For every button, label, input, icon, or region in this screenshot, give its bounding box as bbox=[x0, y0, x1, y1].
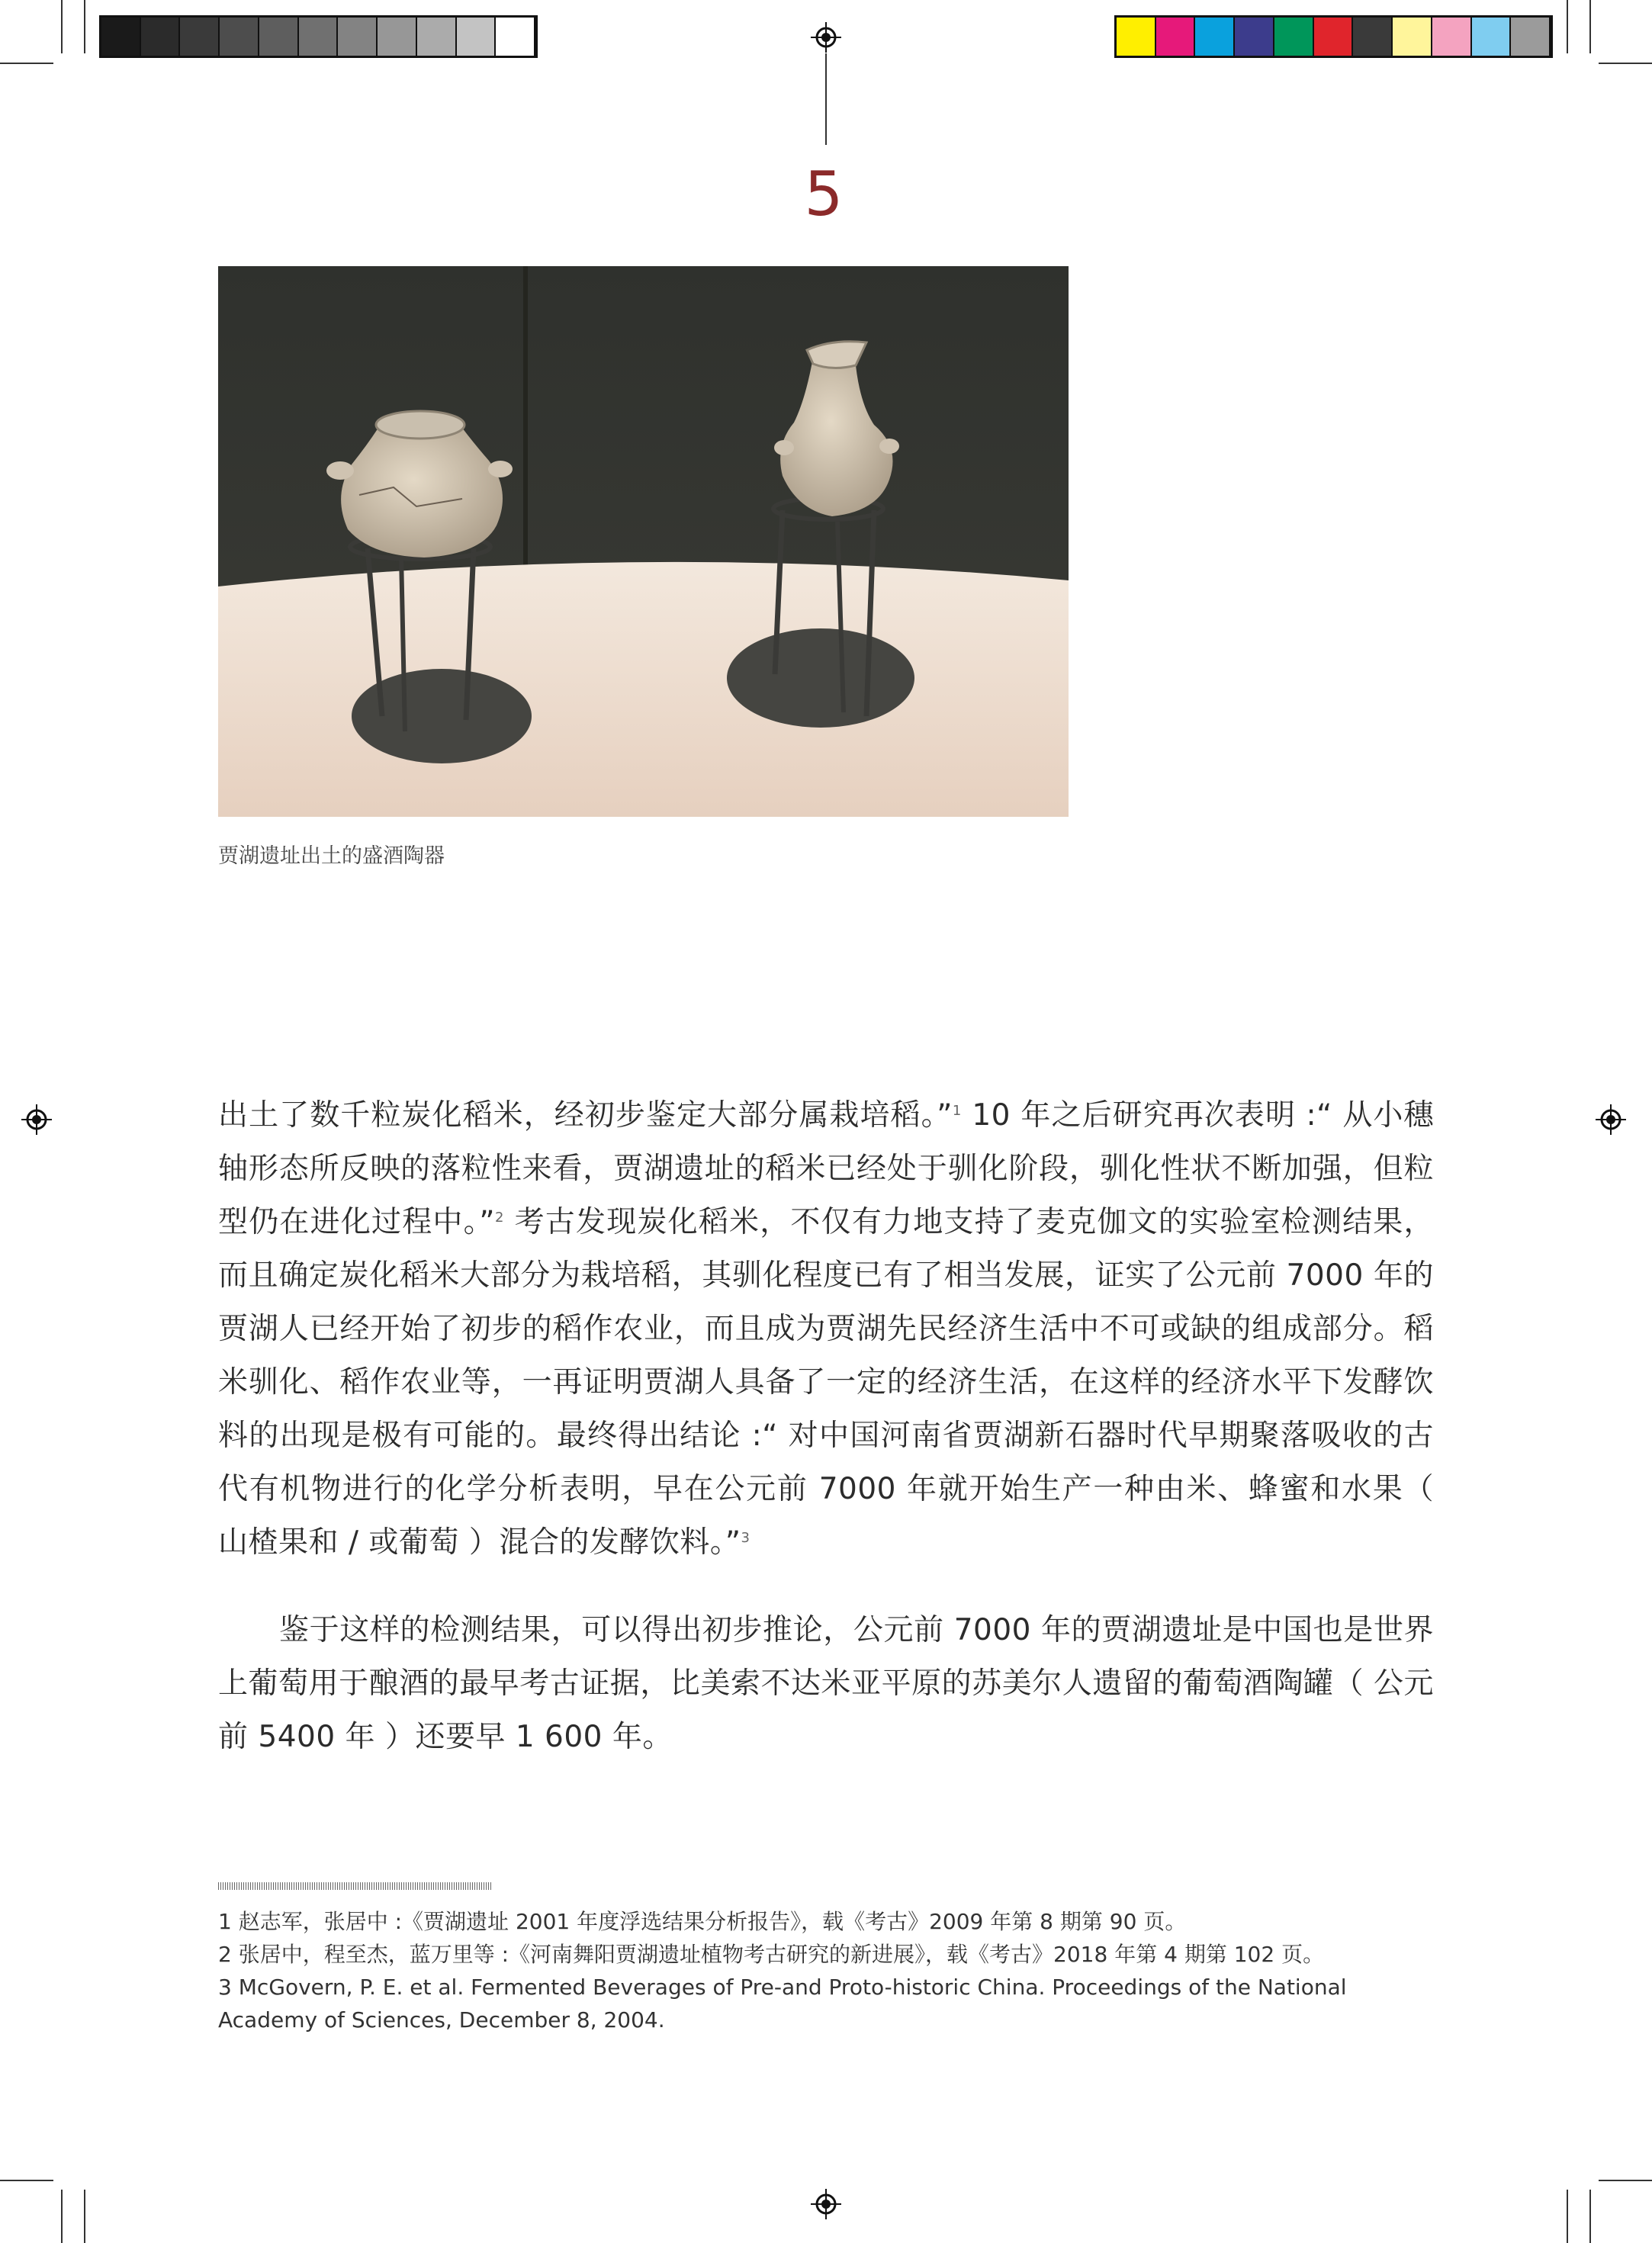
footnote-ref: 1 bbox=[952, 1103, 962, 1119]
crop-mark bbox=[0, 2180, 53, 2181]
color-swatch bbox=[101, 18, 141, 56]
color-swatch bbox=[220, 18, 259, 56]
process-color-bar bbox=[1114, 15, 1553, 58]
color-swatch bbox=[141, 18, 181, 56]
paragraph-text: 10 年之后研究再次表明 :“ 从小穗轴形态所反映的落粒性来看，贾湖遗址的稻米已经处于驯化阶段，驯化性状不断加强，但粒型仍在进化过程中。” bbox=[218, 1098, 1434, 1239]
color-swatch bbox=[1353, 18, 1393, 56]
color-swatch bbox=[457, 18, 497, 56]
registration-mark-icon bbox=[811, 22, 841, 53]
color-swatch bbox=[1472, 18, 1512, 56]
color-swatch bbox=[1195, 18, 1235, 56]
pottery-photo bbox=[218, 266, 1069, 817]
center-line bbox=[825, 53, 827, 145]
footnote-ref: 2 bbox=[495, 1210, 504, 1226]
crop-mark bbox=[1599, 63, 1652, 64]
color-swatch bbox=[1156, 18, 1196, 56]
color-swatch bbox=[299, 18, 339, 56]
crop-mark bbox=[1567, 2190, 1568, 2243]
crop-mark bbox=[61, 0, 63, 53]
color-swatch bbox=[1314, 18, 1354, 56]
crop-mark bbox=[1589, 0, 1591, 53]
color-swatch bbox=[378, 18, 417, 56]
color-swatch bbox=[1235, 18, 1274, 56]
color-swatch bbox=[1393, 18, 1432, 56]
color-swatch bbox=[417, 18, 457, 56]
crop-mark bbox=[0, 63, 53, 64]
color-swatch bbox=[496, 18, 535, 56]
color-swatch bbox=[259, 18, 299, 56]
crop-mark bbox=[1567, 0, 1568, 53]
registration-mark-icon bbox=[811, 2189, 841, 2219]
page-number: 5 bbox=[804, 159, 844, 230]
crop-mark bbox=[61, 2190, 63, 2243]
body-paragraph: 鉴于这样的检测结果，可以得出初步推论，公元前 7000 年的贾湖遗址是中国也是世界上葡萄用于酿酒的最早考古证据，比美索不达米亚平原的苏美尔人遗留的葡萄酒陶罐（ 公元前 5400 年 ）还要早 1 600 年。 bbox=[218, 1613, 1434, 1754]
color-swatch bbox=[180, 18, 220, 56]
crop-mark bbox=[1599, 2180, 1652, 2181]
grayscale-bar bbox=[99, 15, 538, 58]
crop-mark bbox=[84, 2190, 85, 2243]
registration-mark-icon bbox=[1596, 1104, 1626, 1135]
footnote: 1 赵志军，张居中 :《贾湖遗址 2001 年度浮选结果分析报告》，载《考古》2009 年第 8 期第 90 页。 bbox=[218, 1909, 1187, 1934]
footnote-divider bbox=[218, 1882, 491, 1890]
body-paragraph bbox=[218, 1089, 1434, 1570]
color-swatch bbox=[1117, 18, 1156, 56]
figure-caption: 贾湖遗址出土的盛酒陶器 bbox=[218, 844, 445, 868]
color-swatch bbox=[338, 18, 378, 56]
registration-mark-icon bbox=[21, 1104, 52, 1135]
crop-mark bbox=[1589, 2190, 1591, 2243]
crop-mark bbox=[84, 0, 85, 53]
color-swatch bbox=[1432, 18, 1472, 56]
footnote: 2 张居中，程至杰，蓝万里等 :《河南舞阳贾湖遗址植物考古研究的新进展》，载《考古》2018 年第 4 期第 102 页。 bbox=[218, 1942, 1325, 1967]
color-swatch bbox=[1511, 18, 1551, 56]
paragraph-text: 出土了数千粒炭化稻米，经初步鉴定大部分属栽培稻。” bbox=[218, 1098, 953, 1133]
color-swatch bbox=[1274, 18, 1314, 56]
footnote: 3 McGovern, P. E. et al. Fermented Beverages of Pre-and Proto-historic China. Proceedings of the National Academy of Sciences, December 8, 2004. bbox=[218, 1975, 1347, 2033]
paragraph-text: 考古发现炭化稻米，不仅有力地支持了麦克伽文的实验室检测结果，而且确定炭化稻米大部分为栽培稻，其驯化程度已有了相当发展，证实了公元前 7000 年的贾湖人已经开始了初步的稻作农业，而且成为贾湖先民经济生活中不可或缺的组成部分。稻米驯化、稻作农业等，一再证明贾湖人具备了一定的经济生活，在这样的经济水平下发酵饮料的出现是极有可能的。最终得出结论 :“ 对中国河南省贾湖新石器时代早期聚落吸收的古代有机物进行的化学分析表明，早在公元前 7000 年就开始生产一种由米、蜂蜜和水果（ 山楂果和 / 或葡萄 ）混合的发酵饮料。” bbox=[218, 1205, 1434, 1560]
footnote-ref: 3 bbox=[741, 1530, 750, 1546]
